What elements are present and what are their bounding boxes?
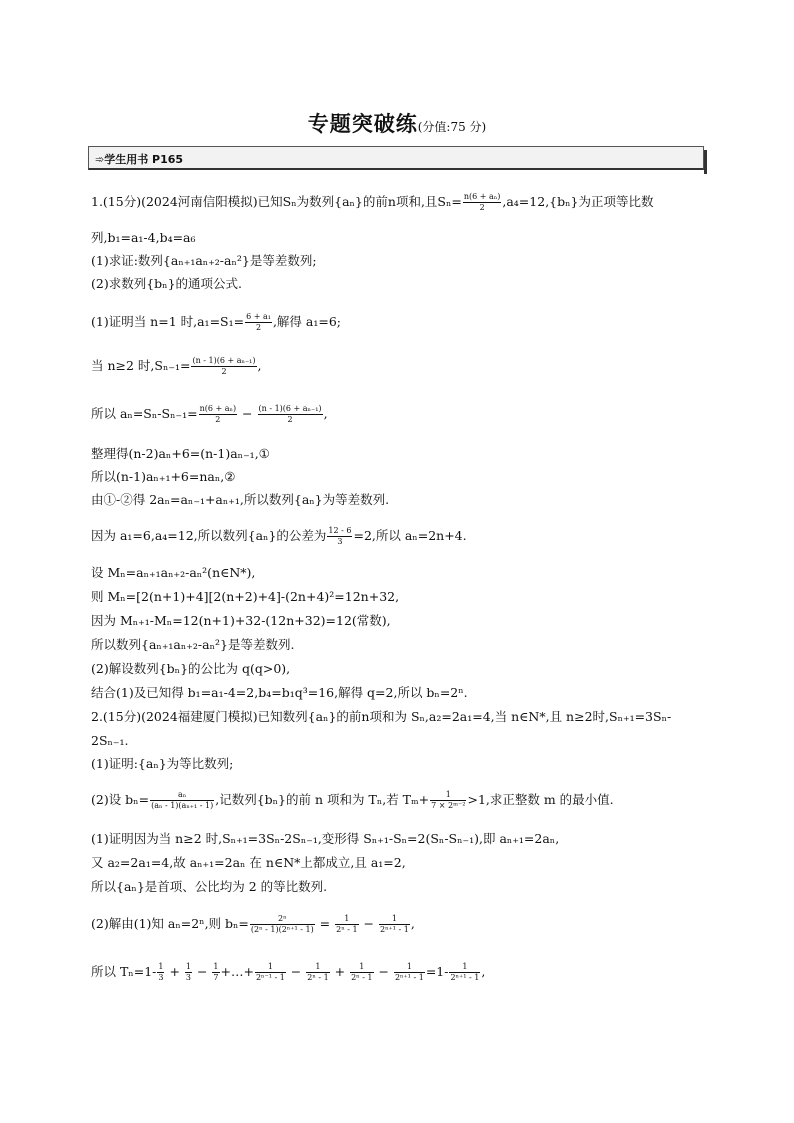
problem-2-part1: (1)证明:{aₙ}为等比数列; xyxy=(91,756,234,771)
fraction: $\frac{1}{\text{2ⁿ⁺¹ - 1}}$ xyxy=(379,914,409,934)
fraction: $\frac{1}{\text{2ⁿ - 1}}$ xyxy=(351,962,373,982)
solution-1-line: (1)证明当 n=1 时,a₁=S₁= $\frac{\text{6 + a₁}}{2}$ ,解得 a₁=6; xyxy=(91,312,342,332)
solution-1-line: 所以(n-1)aₙ₊₁+6=naₙ,② xyxy=(91,469,236,484)
solution-2-line: 所以{aₙ}是首项、公比均为 2 的等比数列. xyxy=(91,879,328,894)
banner-label: ➾学生用书 P165 xyxy=(95,153,184,166)
fraction: $\frac{\text{6 + a₁}}{2}$ xyxy=(246,312,271,332)
fraction: $\frac{\text{(n - 1)(6 + aₙ₋₁)}}{2}$ xyxy=(258,404,322,424)
fraction: $\frac{\text{n(6 + aₙ)}}{2}$ xyxy=(463,192,501,212)
solution-2-line: (1)证明因为当 n≥2 时,Sₙ₊₁=3Sₙ-2Sₙ₋₁,变形得 Sₙ₊₁-Sₙ=2(Sₙ-Sₙ₋₁),即 aₙ₊₁=2aₙ, xyxy=(91,831,560,846)
problem-1-part2: (2)求数列{bₙ}的通项公式. xyxy=(91,276,242,291)
solution-2-line: 所以 Tₙ=1- $\frac{1}{3}$ + $\frac{1}{3}$ − $\frac{1}{7}$ +…+ $\frac{1}{\text{2ⁿ⁻¹ - 1}}$ − $\frac{1}{\text{2ⁿ - 1}}$ + $\frac{1}{\text{2ⁿ - 1}}$ − $\frac{1}{\text{2ⁿ⁺¹ - 1}}$ =1- $\frac{1}{\text{2ⁿ⁺¹ - 1}}$ , xyxy=(91,962,486,982)
page-title xyxy=(0,108,794,138)
problem-2-stem: 2.(15分)(2024福建厦门模拟)已知数列{aₙ}的前n项和为 Sₙ,a₂=2a₁=4,当 n∈N*,且 n≥2时,Sₙ₊₁=3Sₙ- xyxy=(91,709,672,724)
fraction: $\frac{1}{\text{2ⁿ⁺¹ - 1}}$ xyxy=(450,962,480,982)
solution-1-line: 结合(1)及已知得 b₁=a₁-4=2,b₄=b₁q³=16,解得 q=2,所以 bₙ=2ⁿ. xyxy=(91,685,468,700)
solution-1-line: 因为 Mₙ₊₁-Mₙ=12(n+1)+32-(12n+32)=12(常数), xyxy=(91,613,391,628)
fraction: $\frac{1}{\text{2ⁿ⁺¹ - 1}}$ xyxy=(394,962,424,982)
problem-1-stem: 1.(15分)(2024河南信阳模拟)已知Sₙ为数列{aₙ}的前n项和,且Sₙ= $\frac{\text{n(6 + aₙ)}}{2}$ ,a₄=12,{bₙ}为正项等比数 xyxy=(91,192,654,212)
student-book-banner xyxy=(88,146,704,170)
fraction: $\frac{1}{\text{2ⁿ⁻¹ - 1}}$ xyxy=(255,962,285,982)
fraction: $\frac{1}{\text{7 × 2ᵐ⁻²}}$ xyxy=(431,790,466,810)
fraction: $\frac{1}{3}$ xyxy=(185,962,191,982)
title-score-note: (分值:75 分) xyxy=(417,120,487,134)
solution-1-line: 由①-②得 2aₙ=aₙ₋₁+aₙ₊₁,所以数列{aₙ}为等差数列. xyxy=(91,492,390,507)
problem-2-stem-cont: 2Sₙ₋₁. xyxy=(91,733,129,748)
fraction: $\frac{\text{aₙ}}{\text{(aₙ - 1)(aₙ₊₁ - 1)}}$ xyxy=(151,790,214,810)
solution-2-line: (2)解由(1)知 aₙ=2ⁿ,则 bₙ= $\frac{\text{2ⁿ}}{\text{(2ⁿ - 1)(2ⁿ⁺¹ - 1)}}$ = $\frac{1}{\text{2ⁿ - 1}}$ − $\frac{1}{\text{2ⁿ⁺¹ - 1}}$ , xyxy=(91,914,415,934)
solution-1-line: 整理得(n-2)aₙ+6=(n-1)aₙ₋₁,① xyxy=(91,446,270,461)
solution-1-line: 所以 aₙ=Sₙ-Sₙ₋₁= $\frac{\text{n(6 + aₙ)}}{2}$ − $\frac{\text{(n - 1)(6 + aₙ₋₁)}}{2}$ , xyxy=(91,404,328,424)
fraction: $\frac{1}{3}$ xyxy=(158,962,164,982)
fraction: $\frac{\text{2ⁿ}}{\text{(2ⁿ - 1)(2ⁿ⁺¹ - 1)}}$ xyxy=(250,914,314,934)
solution-1-line: 设 Mₙ=aₙ₊₁aₙ₊₂-aₙ²(n∈N*), xyxy=(91,565,256,580)
fraction: $\frac{\text{(n - 1)(6 + aₙ₋₁)}}{2}$ xyxy=(192,356,256,376)
fraction: $\frac{1}{7}$ xyxy=(213,962,219,982)
banner-shadow xyxy=(704,150,707,174)
solution-1-line: 因为 a₁=6,a₄=12,所以数列{aₙ}的公差为 $\frac{12 - 6}{3}$ =2,所以 aₙ=2n+4. xyxy=(91,526,467,546)
solution-1-line: 则 Mₙ=[2(n+1)+4][2(n+2)+4]-(2n+4)²=12n+32, xyxy=(91,589,400,604)
fraction: $\frac{1}{\text{2ⁿ - 1}}$ xyxy=(307,962,329,982)
fraction: $\frac{12 - 6}{3}$ xyxy=(328,526,352,546)
solution-1-line: (2)解设数列{bₙ}的公比为 q(q>0), xyxy=(91,661,291,676)
solution-1-line: 所以数列{aₙ₊₁aₙ₊₂-aₙ²}是等差数列. xyxy=(91,637,295,652)
problem-1-stem-cont: 列,b₁=a₁-4,b₄=a₆ xyxy=(91,230,196,245)
fraction: $\frac{1}{\text{2ⁿ - 1}}$ xyxy=(336,914,358,934)
title-main: 专题突破练 xyxy=(307,112,418,136)
solution-1-line: 当 n≥2 时,Sₙ₋₁= $\frac{\text{(n - 1)(6 + aₙ₋₁)}}{2}$ , xyxy=(91,356,262,376)
problem-2-part2: (2)设 bₙ= $\frac{\text{aₙ}}{\text{(aₙ - 1)(aₙ₊₁ - 1)}}$ ,记数列{bₙ}的前 n 项和为 Tₙ,若 Tₘ+ $\frac{1}{\text{7 × 2ᵐ⁻²}}$ >1,求正整数 m 的最小值. xyxy=(91,790,614,810)
problem-1-part1: (1)求证:数列{aₙ₊₁aₙ₊₂-aₙ²}是等差数列; xyxy=(91,253,317,268)
solution-2-line: 又 a₂=2a₁=4,故 aₙ₊₁=2aₙ 在 n∈N*上都成立,且 a₁=2, xyxy=(91,855,406,870)
fraction: $\frac{\text{n(6 + aₙ)}}{2}$ xyxy=(199,404,237,424)
